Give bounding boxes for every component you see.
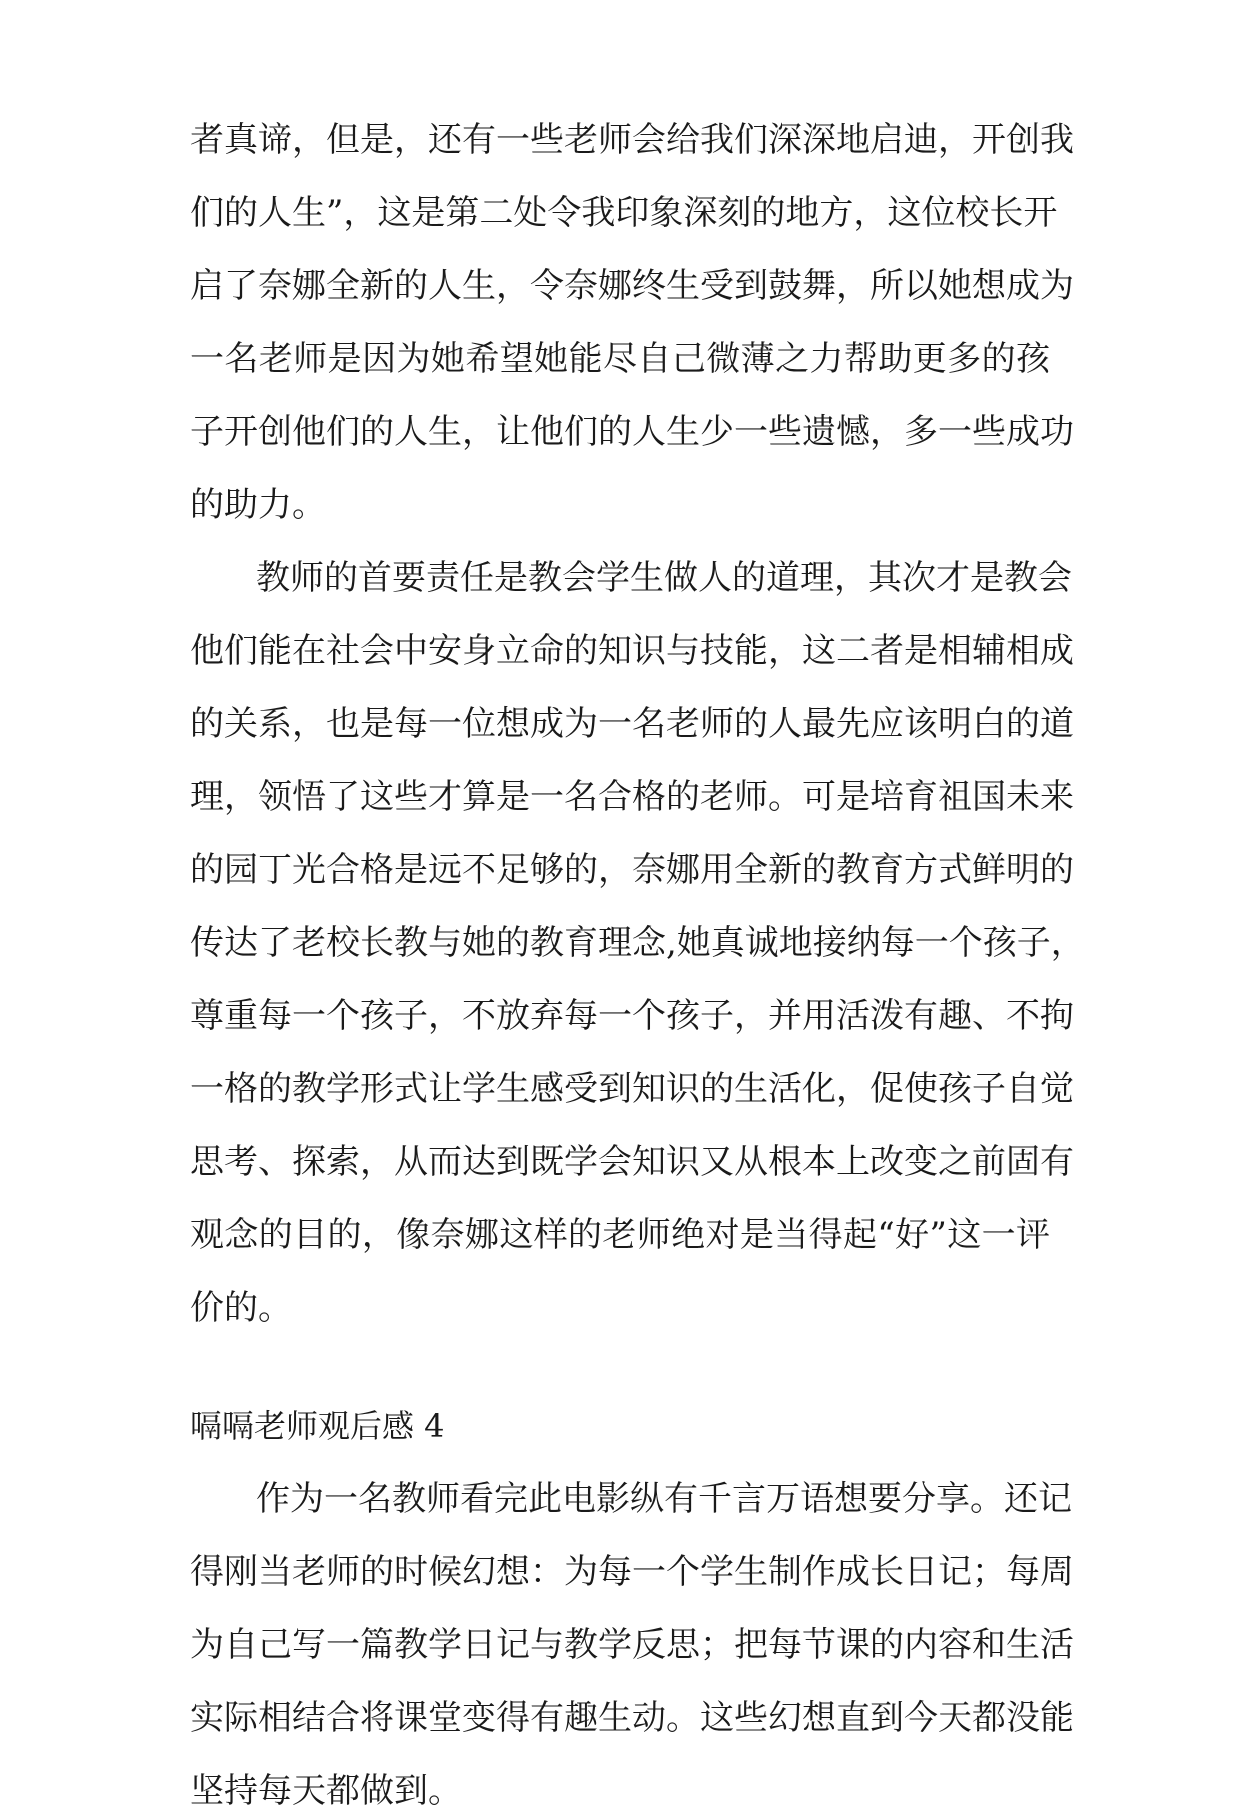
text-line: 理，领悟了这些才算是一名合格的老师。可是培育祖国未来	[190, 777, 1074, 817]
text-line: 教师的首要责任是教会学生做人的道理，其次才是教会	[256, 558, 1072, 598]
text-line: 为自己写一篇教学日记与教学反思；把每节课的内容和生活	[190, 1625, 1074, 1665]
text-line: 子开创他们的人生，让他们的人生少一些遗憾，多一些成功	[190, 412, 1074, 452]
text-line: 坚持每天都做到。	[190, 1771, 462, 1811]
text-line: 观念的目的，像奈娜这样的老师绝对是当得起“好”这一评	[190, 1215, 1050, 1255]
text-line: 传达了老校长教与她的教育理念,她真诚地接纳每一个孩子，	[190, 923, 1085, 963]
text-line: 尊重每一个孩子，不放弃每一个孩子，并用活泼有趣、不拘	[190, 996, 1074, 1036]
text-line: 作为一名教师看完此电影纵有千言万语想要分享。还记	[256, 1479, 1072, 1519]
text-line: 一格的教学形式让学生感受到知识的生活化，促使孩子自觉	[190, 1069, 1074, 1109]
text-line: 价的。	[190, 1288, 292, 1328]
text-line: 启了奈娜全新的人生，令奈娜终生受到鼓舞，所以她想成为	[190, 266, 1074, 306]
text-line: 的关系，也是每一位想成为一名老师的人最先应该明白的道	[190, 704, 1074, 744]
text-line: 实际相结合将课堂变得有趣生动。这些幻想直到今天都没能	[190, 1698, 1074, 1738]
text-line: 思考、探索，从而达到既学会知识又从根本上改变之前固有	[190, 1142, 1074, 1182]
text-line: 一名老师是因为她希望她能尽自己微薄之力帮助更多的孩	[190, 339, 1050, 379]
text-line: 得刚当老师的时候幻想：为每一个学生制作成长日记；每周	[190, 1552, 1074, 1592]
section-heading: 嗝嗝老师观后感 4	[190, 1407, 445, 1445]
text-line: 的园丁光合格是远不足够的，奈娜用全新的教育方式鲜明的	[190, 850, 1074, 890]
text-line: 他们能在社会中安身立命的知识与技能，这二者是相辅相成	[190, 631, 1074, 671]
text-line: 们的人生”，这是第二处令我印象深刻的地方，这位校长开	[190, 193, 1058, 233]
text-line: 者真谛，但是，还有一些老师会给我们深深地启迪，开创我	[190, 120, 1074, 160]
text-line: 的助力。	[190, 485, 326, 525]
